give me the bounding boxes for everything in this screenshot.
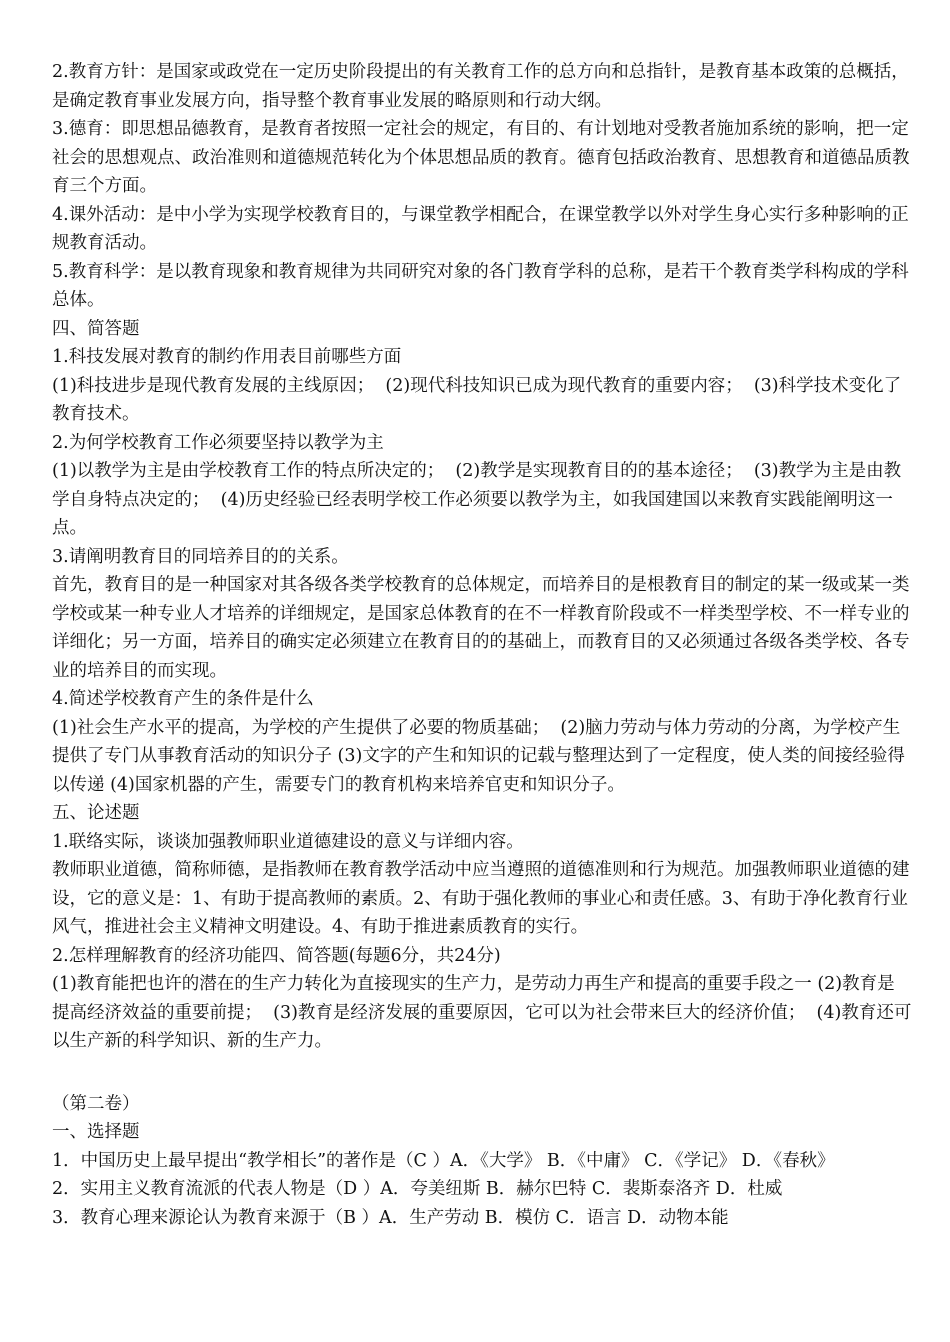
question-9: 3.请阐明教育目的同培养目的的关系。 <box>52 546 349 567</box>
paragraph-1: 3.德育：即思想品德教育，是教育者按照一定社会的规定，有目的、有计划地对受教者施加系统的影响，把一定社会的思想观点、政治准则和道德规范转化为个体思想品质的教育。德育包括政治教育、思想教育和道德品质教育三个方面。 <box>52 119 910 196</box>
question-22: 2．实用主义教育流派的代表人物是（D ）A．夸美纽斯 B．赫尔巴特 C．裴斯泰洛齐 D．杜威 <box>52 1179 783 1199</box>
question-16: 2.怎样理解教育的经济功能四、简答题(每题6分，共24分) <box>52 945 501 966</box>
answer-17: (1)教育能把也许的潜在的生产力转化为直接现实的生产力，是劳动力再生产和提高的重要手段之一 (2)教育是提高经济效益的重要前提； (3)教育是经济发展的重要原因，它可以为社会带来巨大的经济价值； (4)教育还可以生产新的科学知识、新的生产力。 <box>52 974 912 1051</box>
section-heading-19: （第二卷） <box>52 1093 140 1114</box>
question-21: 1．中国历史上最早提出“教学相长”的著作是（C ）A．《大学》 B．《中庸》 C．《学记》 D．《春秋》 <box>52 1150 835 1171</box>
spacer-18 <box>52 1056 912 1090</box>
paragraph-0: 2.教育方针：是国家或政党在一定历史阶段提出的有关教育工作的总方向和总指针，是教育基本政策的总概括，是确定教育事业发展方向，指导整个教育事业发展的略原则和行动大纲。 <box>52 62 909 111</box>
section-heading-13: 五、论述题 <box>52 803 140 823</box>
question-14: 1.联络实际，谈谈加强教师职业道德建设的意义与详细内容。 <box>52 831 524 852</box>
question-7: 2.为何学校教育工作必须要坚持以教学为主 <box>52 432 384 453</box>
section-heading-20: 一、选择题 <box>52 1122 140 1142</box>
question-23: 3．教育心理来源论认为教育来源于（B ）A．生产劳动 B．模仿 C．语言 D．动物本能 <box>52 1207 729 1228</box>
question-11: 4.简述学校教育产生的条件是什么 <box>52 689 314 709</box>
document-body <box>52 58 912 1232</box>
answer-15: 教师职业道德，简称师德，是指教师在教育教学活动中应当遵照的道德准则和行为规范。加强教师职业道德的建设，它的意义是：1、有助于提高教师的素质。2、有助于强化教师的事业心和责任感。3、有助于净化教育行业风气，推进社会主义精神文明建设。4、有助于推进素质教育的实行。 <box>52 860 910 937</box>
answer-8: (1)以教学为主是由学校教育工作的特点所决定的； (2)教学是实现教育目的的基本途径； (3)教学为主是由教学自身特点决定的； (4)历史经验已经表明学校工作必须要以教学为主，如我国建国以来教育实践能阐明这一点。 <box>52 461 902 538</box>
answer-6: (1)科技进步是现代教育发展的主线原因； (2)现代科技知识已成为现代教育的重要内容； (3)科学技术变化了教育技术。 <box>52 375 902 424</box>
answer-10: 首先，教育目的是一种国家对其各级各类学校教育的总体规定，而培养目的是根教育目的制定的某一级或某一类学校或某一种专业人才培养的详细规定，是国家总体教育的在不一样教育阶段或不一样类型学校、不一样专业的详细化；另一方面，培养目的确实定必须建立在教育目的的基础上，而教育目的又必须通过各级各类学校、各专业的培养目的而实现。 <box>52 575 910 681</box>
section-heading-4: 四、简答题 <box>52 318 140 339</box>
paragraph-3: 5.教育科学：是以教育现象和教育规律为共同研究对象的各门教育学科的总称，是若干个教育类学科构成的学科总体。 <box>52 261 909 310</box>
question-5: 1.科技发展对教育的制约作用表目前哪些方面 <box>52 347 402 367</box>
answer-12: (1)社会生产水平的提高，为学校的产生提供了必要的物质基础； (2)脑力劳动与体力劳动的分离，为学校产生提供了专门从事教育活动的知识分子 (3)文字的产生和知识的记载与整理达到了一定程度，使人类的间接经验得以传递 (4)国家机器的产生，需要专门的教育机构来培养官吏和知识分子。 <box>52 717 905 795</box>
document-page <box>52 58 912 1232</box>
paragraph-2: 4.课外活动：是中小学为实现学校教育目的，与课堂教学相配合，在课堂教学以外对学生身心实行多种影响的正规教育活动。 <box>52 204 909 253</box>
